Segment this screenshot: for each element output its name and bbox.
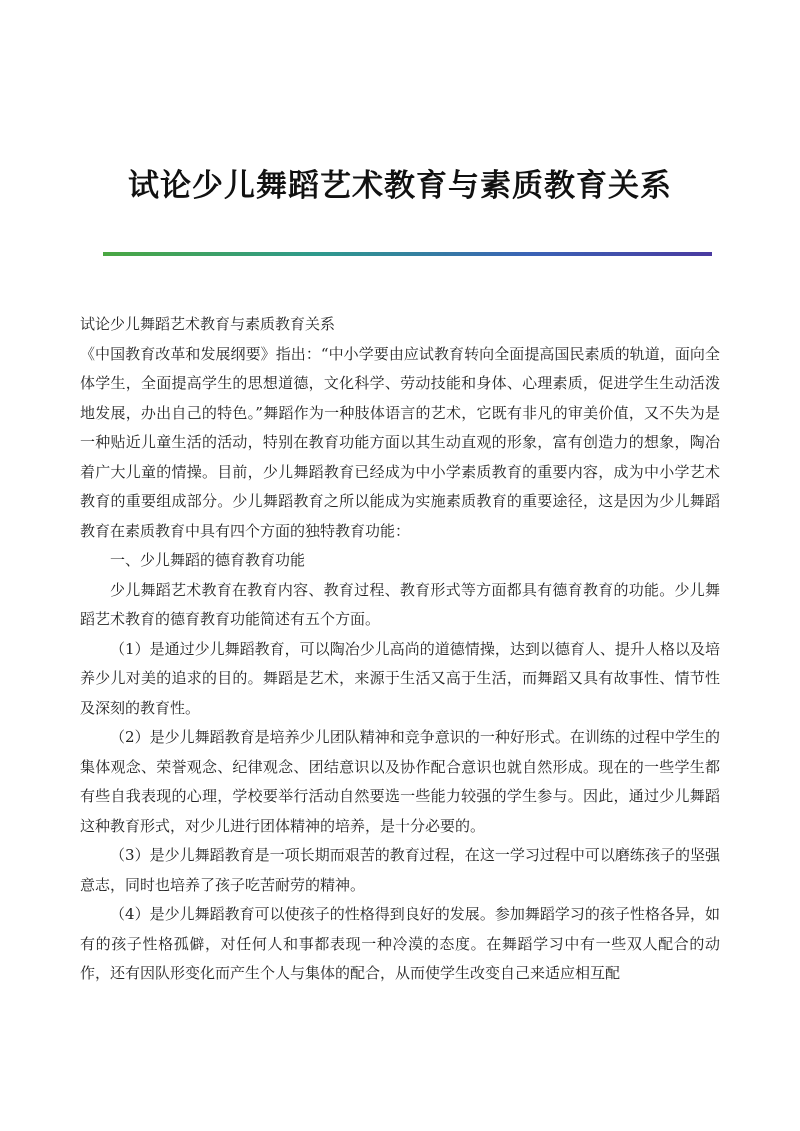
document-body [80, 310, 720, 989]
title-divider [103, 252, 712, 256]
section-heading: 一、少儿舞蹈的德育教育功能 [110, 551, 306, 569]
body-paragraph: （3）是少儿舞蹈教育是一项长期而艰苦的教育过程，在这一学习过程中可以磨练孩子的坚强意志，同时也培养了孩子吃苦耐劳的精神。 [80, 846, 720, 894]
body-paragraph: （1）是通过少儿舞蹈教育，可以陶冶少儿高尚的道德情操，达到以德育人、提升人格以及培养少儿对美的追求的目的。舞蹈是艺术，来源于生活又高于生活，而舞蹈又具有故事性、情节性及深刻的教育性。 [80, 639, 720, 717]
subtitle-paragraph: 试论少儿舞蹈艺术教育与素质教育关系 [80, 315, 336, 333]
body-paragraph: 少儿舞蹈艺术教育在教育内容、教育过程、教育形式等方面都具有德育教育的功能。少儿舞蹈艺术教育的德育教育功能简述有五个方面。 [80, 580, 720, 628]
body-paragraph: （2）是少儿舞蹈教育是培养少儿团队精神和竞争意识的一种好形式。在训练的过程中学生的集体观念、荣誉观念、纪律观念、团结意识以及协作配合意识也就自然形成。现在的一些学生都有些自我表现的心理，学校要举行活动自然要选一些能力较强的学生参与。因此，通过少儿舞蹈这种教育形式，对少儿进行团体精神的培养，是十分必要的。 [80, 728, 720, 835]
body-paragraph: （4）是少儿舞蹈教育可以使孩子的性格得到良好的发展。参加舞蹈学习的孩子性格各异，如有的孩子性格孤僻，对任何人和事都表现一种冷漠的态度。在舞蹈学习中有一些双人配合的动作，还有因队形变化而产生个人与集体的配合，从而使学生改变自己来适应相互配 [80, 905, 720, 982]
intro-paragraph: 《中国教育改革和发展纲要》指出：“中小学要由应试教育转向全面提高国民素质的轨道，面向全体学生，全面提高学生的思想道德，文化科学、劳动技能和身体、心理素质，促进学生生动活泼地发展，办出自己的特色。”舞蹈作为一种肢体语言的艺术，它既有非凡的审美价值，又不失为是一种贴近儿童生活的活动，特别在教育功能方面以其生动直观的形象，富有创造力的想象，陶冶着广大儿童的情操。目前，少儿舞蹈教育已经成为中小学素质教育的重要内容，成为中小学艺术教育的重要组成部分。少儿舞蹈教育之所以能成为实施素质教育的重要途径，这是因为少儿舞蹈教育在素质教育中具有四个方面的独特教育功能： [80, 344, 720, 540]
document-title: 试论少儿舞蹈艺术教育与素质教育关系 [128, 168, 672, 204]
